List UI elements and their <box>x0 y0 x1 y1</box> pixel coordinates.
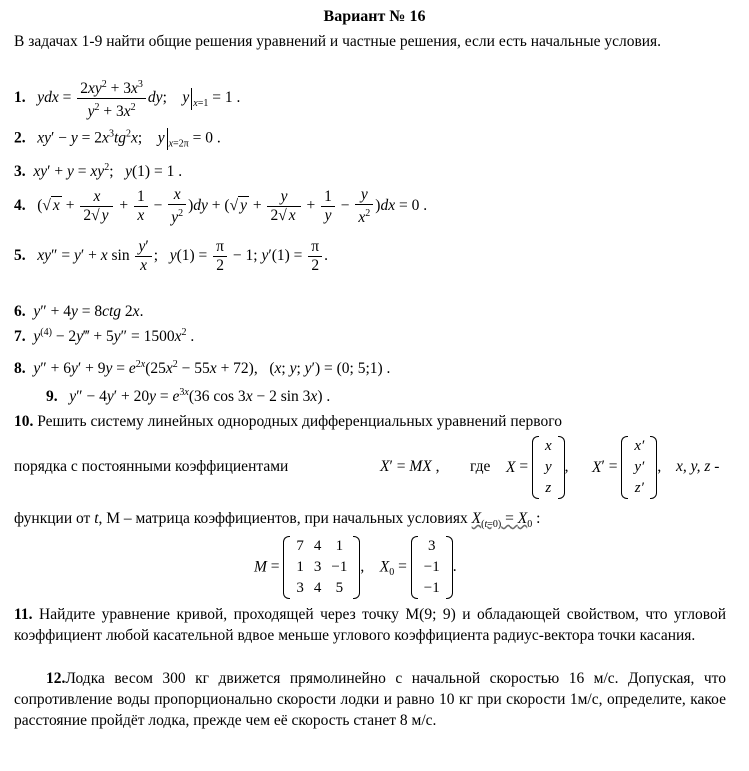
problem-10-line-3: функции от t, M – матрица коэффициентов, при начальных условиях $X_{(t=0)} = X_0$ : <box>14 510 541 530</box>
problem-number: 3. <box>14 163 26 180</box>
problem-11 <box>14 604 726 646</box>
variant-title: Вариант № 16 <box>323 8 426 25</box>
problem-number: 8. <box>14 360 26 377</box>
problem-1: 1. ydx = $\frac{2xy^2 + 3x^3}{y^2 + 3x^2}$ dy; y $_{x=1}$ = 1 . <box>14 76 240 121</box>
matrix-cell: 7 <box>296 538 304 554</box>
problem-number: 4. <box>14 197 26 215</box>
vector-cell: y <box>544 459 552 475</box>
problem-10-text-1: Решить систему линейных однородных дифференциальных уравнений первого <box>37 413 562 430</box>
problem-4: 4. (√ x + $\frac{x}{2√ y}$ + $\frac{1}{x}$ − $\frac{x}{y^2}$ )dy + (√ y + $\frac{y}{2√ x}$ + $\frac{1}{y}$ − $\frac{y}{x^2}$ )dx = 0 . <box>14 186 428 226</box>
problem-10-line-1 <box>14 411 726 432</box>
system-equation: X′ = MX , <box>380 458 440 475</box>
problem-10-text-3a: функции от <box>14 510 91 527</box>
problem-10-text-2b: где <box>470 458 491 475</box>
matrix-cell: 3 <box>313 559 322 575</box>
matrix-cell: −1 <box>331 559 348 575</box>
problem-number: 11. <box>14 606 33 623</box>
matrix-cell: 1 <box>296 559 304 575</box>
initial-condition: $X_{(t=0)} = X_0$ <box>471 510 533 530</box>
matrix-cell: 4 <box>313 580 322 596</box>
vector-cell: 3 <box>427 538 436 554</box>
problem-9: 9. $y'' - 4y' + 20y = e^{3x}(36$ cos 3x − 2 sin 3x) . <box>46 387 331 405</box>
problem-10-text-3c: , M – матрица коэффициентов, при начальных условиях <box>98 510 468 527</box>
problem-12-text: Лодка весом 300 кг движется прямолинейно с начальной скоростью 16 м/с. Допуская, что сопротивление воды пропорционально скорости лодки и равно 10 кг при скорости 1м/с, определите, какое расстояние пройдёт лодка, прежде чем её скорость станет 8 м/с. <box>14 670 726 729</box>
problem-10-text-2c: x, y, z - <box>676 458 720 475</box>
problem-6: 6. y″ + 4y = 8ctg 2x. <box>14 303 144 320</box>
matrix-M <box>283 536 360 599</box>
problem-12 <box>14 668 726 731</box>
vector-cell: z <box>545 480 552 496</box>
problem-10-text-2a: порядка с постоянными коэффициентами <box>14 458 289 475</box>
vector-cell: y′ <box>634 459 645 475</box>
problem-7: 7. $y^{(4)}$ − 2y‴ + $5y'' = 1500x^2$ . <box>14 327 195 345</box>
problem-number: 12. <box>46 670 66 687</box>
vector-X: X = x y z , <box>506 436 569 499</box>
problem-number: 5. <box>14 247 26 265</box>
problem-number: 1. <box>14 89 26 107</box>
problem-number: 2. <box>14 129 26 147</box>
problem-10-line-2 <box>14 436 730 502</box>
vector-X-prime: X′ = x′ y′ z′ , <box>592 436 661 499</box>
matrix-cell: 4 <box>313 538 322 554</box>
intro-text: В задачах 1-9 найти общие решения уравнений и частные решения, если есть начальные условия. <box>14 33 662 50</box>
problem-3: 3. $xy' + y = xy^2$; y(1) = 1 . <box>14 162 183 180</box>
matrix-cell: 1 <box>335 538 344 554</box>
problem-number: 6. <box>14 303 26 320</box>
vector-cell: z′ <box>634 480 644 496</box>
problem-10-text-3b: t <box>94 510 99 527</box>
matrix-M-block: M = 7 4 1 1 3 −1 3 4 5 , $X_0$ = 3 −1 −1 . <box>254 536 457 599</box>
problem-11-text: Найдите уравнение кривой, проходящей через точку М(9; 9) и обладающей свойством, что угловой коэффициент любой касательной вдвое меньше углового коэффициента радиус-вектора точки касания. <box>14 606 726 644</box>
vector-cell: −1 <box>423 559 440 575</box>
vector-cell: −1 <box>423 580 440 596</box>
problem-number: 10. <box>14 413 34 430</box>
problem-5: 5. xy″ = y′ + x sin $\frac{y'}{x}$ ; y(1) = $\frac{\pi}{2}$ − 1; y′(1) = $\frac{\pi}{2}$ . <box>14 238 328 274</box>
vector-cell: x <box>544 438 552 454</box>
vector-X0 <box>411 536 453 599</box>
vector-cell: x′ <box>634 438 645 454</box>
matrix-cell: 3 <box>296 580 304 596</box>
problem-number: 7. <box>14 328 26 345</box>
problem-2: 2. $xy' - y = 2x^3tg^2x$; y $_{x=2\pi}$ = 0 . <box>14 128 221 150</box>
problem-number: 9. <box>46 388 58 405</box>
problem-8: 8. $y'' + 6y' + 9y = e^{2x}(25x^2 - 55x + 72)$, (x; y; y′) = (0; 5;1) . <box>14 359 391 377</box>
matrix-cell: 5 <box>335 580 344 596</box>
